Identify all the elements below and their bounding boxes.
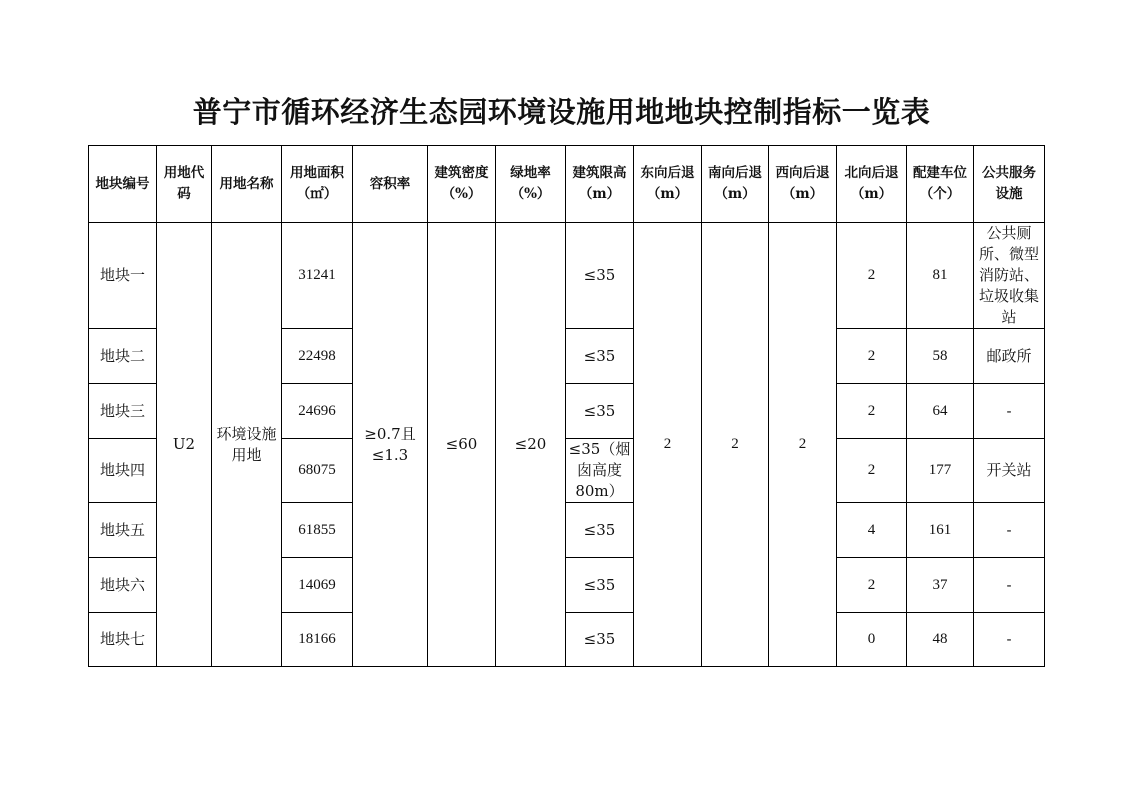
plot-id-cell: 地块二 — [89, 329, 157, 384]
plot-id-cell: 地块五 — [89, 503, 157, 558]
parking-cell: 81 — [907, 223, 974, 329]
area-cell: 18166 — [282, 613, 353, 667]
height-limit-cell: ≤35 — [566, 558, 634, 613]
height-limit-cell: ≤35 — [566, 384, 634, 439]
height-limit-cell: ≤35 — [566, 613, 634, 667]
parking-cell: 177 — [907, 439, 974, 503]
header-cell: 用地面积（㎡） — [282, 146, 353, 223]
header-cell: 北向后退（m） — [837, 146, 907, 223]
header-cell: 绿地率（%） — [496, 146, 566, 223]
service-cell: - — [974, 503, 1045, 558]
parking-cell: 161 — [907, 503, 974, 558]
service-cell: - — [974, 613, 1045, 667]
green-ratio-cell: ≤20 — [496, 223, 566, 667]
parking-cell: 37 — [907, 558, 974, 613]
height-limit-cell: ≤35 — [566, 223, 634, 329]
north-setback-cell: 2 — [837, 223, 907, 329]
plot-id-cell: 地块四 — [89, 439, 157, 503]
header-cell: 东向后退（m） — [634, 146, 702, 223]
service-cell: 开关站 — [974, 439, 1045, 503]
header-cell: 南向后退（m） — [702, 146, 769, 223]
north-setback-cell: 2 — [837, 558, 907, 613]
height-limit-cell: ≤35 — [566, 503, 634, 558]
indicator-table — [88, 145, 1045, 667]
header-cell: 用地代码 — [157, 146, 212, 223]
header-cell: 建筑限高（m） — [566, 146, 634, 223]
header-cell: 配建车位（个） — [907, 146, 974, 223]
area-cell: 61855 — [282, 503, 353, 558]
header-cell: 公共服务设施 — [974, 146, 1045, 223]
north-setback-cell: 2 — [837, 439, 907, 503]
header-cell: 建筑密度（%） — [428, 146, 496, 223]
north-setback-cell: 0 — [837, 613, 907, 667]
far-cell: ≥0.7且≤1.3 — [353, 223, 428, 667]
height-limit-cell: ≤35 — [566, 329, 634, 384]
plot-id-cell: 地块三 — [89, 384, 157, 439]
height-limit-cell: ≤35（烟囱高度80m） — [566, 439, 634, 503]
parking-cell: 58 — [907, 329, 974, 384]
area-cell: 22498 — [282, 329, 353, 384]
area-cell: 24696 — [282, 384, 353, 439]
plot-id-cell: 地块七 — [89, 613, 157, 667]
parking-cell: 48 — [907, 613, 974, 667]
area-cell: 31241 — [282, 223, 353, 329]
service-cell: - — [974, 384, 1045, 439]
table-row — [89, 223, 1045, 329]
south-setback-cell: 2 — [702, 223, 769, 667]
service-cell: - — [974, 558, 1045, 613]
header-cell: 用地名称 — [212, 146, 282, 223]
parking-cell: 64 — [907, 384, 974, 439]
area-cell: 68075 — [282, 439, 353, 503]
plot-id-cell: 地块六 — [89, 558, 157, 613]
north-setback-cell: 2 — [837, 329, 907, 384]
header-cell: 容积率 — [353, 146, 428, 223]
land-name-cell: 环境设施用地 — [212, 223, 282, 667]
header-cell: 西向后退（m） — [769, 146, 837, 223]
table-header-row — [89, 146, 1045, 223]
land-code-cell: U2 — [157, 223, 212, 667]
east-setback-cell: 2 — [634, 223, 702, 667]
density-cell: ≤60 — [428, 223, 496, 667]
area-cell: 14069 — [282, 558, 353, 613]
page-title: 普宁市循环经济生态园环境设施用地地块控制指标一览表 — [192, 95, 931, 129]
north-setback-cell: 4 — [837, 503, 907, 558]
header-cell: 地块编号 — [89, 146, 157, 223]
service-cell: 邮政所 — [974, 329, 1045, 384]
north-setback-cell: 2 — [837, 384, 907, 439]
service-cell: 公共厕所、微型消防站、垃圾收集站 — [974, 223, 1045, 329]
west-setback-cell: 2 — [769, 223, 837, 667]
plot-id-cell: 地块一 — [89, 223, 157, 329]
